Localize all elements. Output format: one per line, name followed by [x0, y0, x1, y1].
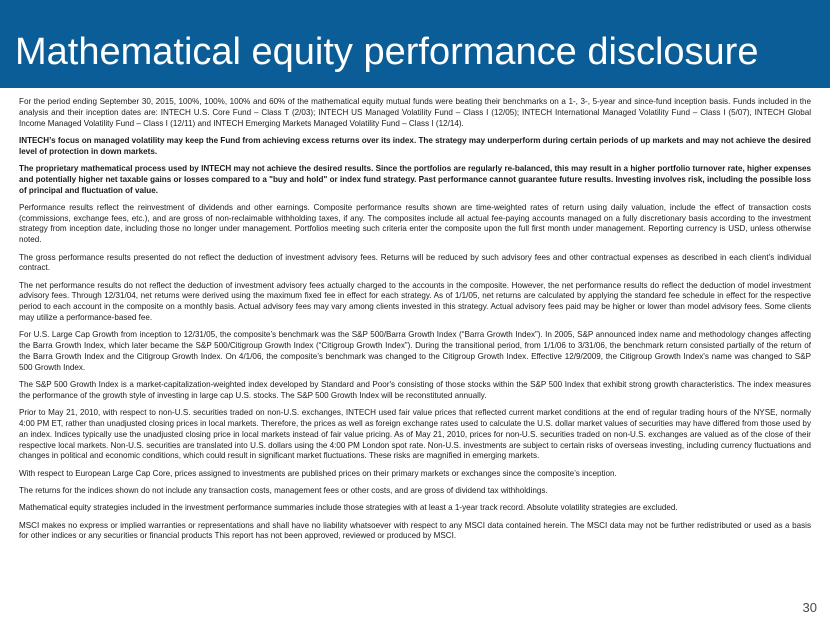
- page-title: Mathematical equity performance disclosure: [15, 31, 759, 73]
- page-number: 30: [802, 600, 817, 615]
- paragraph-msci-disclaimer: MSCI makes no express or implied warranties or representations and shall have no liability whatsoever with respect to any MSCI data contained herein. The MSCI data may not be further redistributed or used as a basis for other indices or any securities or financial products This report has not been approved, reviewed or produced by MSCI.: [19, 520, 811, 541]
- paragraph-gross-performance: The gross performance results presented do not reflect the deduction of investment advisory fees. Returns will be reduced by such advisory fees and other contractual expenses as described in each client’s individual contract.: [19, 252, 811, 273]
- paragraph-net-performance: The net performance results do not reflect the deduction of investment advisory fees actually charged to the accounts in the composite. However, the net performance results do reflect the deduction of model investment advisory fees. Through 12/31/04, net returns were derived using the maximum fixed fee in effect for each strategy. As of 1/1/05, net returns are calculated by applying the standard fee schedule in effect for the respective period to each account in the composite on a monthly basis. Actual advisory fees may vary among clients invested in this strategy. Actual advisory fees paid may be higher or lower than model advisory fees. Some clients may utilize a performance-based fee.: [19, 280, 811, 323]
- paragraph-process-risk: The proprietary mathematical process used by INTECH may not achieve the desired results. Since the portfolios are regularly re-balanced, this may result in a higher portfolio turnover rate, higher expenses and potentially higher net taxable gains or losses compared to a "buy and hold" or index fund strategy. Past performance cannot guarantee future results. Investing involves risk, including the possible loss of principal and fluctuation of value.: [19, 163, 811, 195]
- paragraph-strategies-included: Mathematical equity strategies included in the investment performance summaries include those strategies with at least a 1-year track record. Absolute volatility strategies are excluded.: [19, 503, 678, 513]
- paragraph-performance-results: Performance results reflect the reinvestment of dividends and other earnings. Composite performance results shown are time-weighted rates of return using daily valuation, include the effect of transaction costs (commissions, exchange fees, etc.), and are gross of non-reclaimable withholding taxes, if any. The composites include all actual fee-paying accounts managed on a fully discretionary basis according to the investment strategy from inception date, including those no longer under management. Portfolios meeting such criteria enter the composite upon the full first month under management. Reporting currency is USD, unless otherwise noted.: [19, 202, 811, 245]
- paragraph-fund-performance: For the period ending September 30, 2015, 100%, 100%, 100% and 60% of the mathematical equity mutual funds were beating their benchmarks on a 1-, 3-, 5-year and since-fund inception basis. Funds included in the analysis and their inception dates are: INTECH U.S. Core Fund – Class T (2/03); INTECH US Managed Volatility Fund – Class I (12/05); INTECH International Managed Volatility Fund – Class I (5/07), INTECH Global Income Managed Volatility Fund – Class I (12/11) and INTECH Emerging Markets Managed Volatility Fund – Class I (12/14).: [19, 97, 811, 128]
- title-bar: [0, 0, 830, 88]
- disclosure-body: [19, 97, 811, 549]
- paragraph-benchmark-history: For U.S. Large Cap Growth from inception to 12/31/05, the composite’s benchmark was the S&P 500/Barra Growth Index (“Barra Growth Index”). In 2005, S&P announced index name and methodology changes affecting the Barra Growth Index, which later became the S&P 500/Citigroup Growth Index (“Citigroup Growth Index”). During the transitional period, from 1/1/06 to 3/31/06, the benchmark return consisted partially of the return of the Barra Growth Index and the Citigroup Growth Index. On 4/1/06, the composite’s benchmark was changed to the Citigroup Growth Index. Effective 12/9/2009, the Citigroup Growth Index's name was changed to S&P 500 Growth Index.: [19, 330, 811, 372]
- paragraph-european-large-cap: With respect to European Large Cap Core, prices assigned to investments are published prices on their primary markets or exchanges since the composite’s inception.: [19, 468, 617, 478]
- paragraph-managed-volatility-risk: INTECH’s focus on managed volatility may keep the Fund from achieving excess returns over its index. The strategy may underperform during certain periods of up markets and may not achieve the desired level of protection in down markets.: [19, 135, 811, 156]
- paragraph-sp500-growth-index: The S&P 500 Growth Index is a market-capitalization-weighted index developed by Standard and Poor's consisting of those stocks within the S&P 500 Index that exhibit strong growth characteristics. The index measures the performance of the growth style of investing in large cap U.S. stocks. The S&P 500 Growth Index will be reconstituted annually.: [19, 380, 811, 400]
- paragraph-index-returns: The returns for the indices shown do not include any transaction costs, management fees or other costs, and are gross of dividend tax withholdings.: [19, 485, 548, 495]
- paragraph-fair-value-pricing: Prior to May 21, 2010, with respect to non-U.S. securities traded on non-U.S. exchanges, INTECH used fair value prices that reflected current market conditions at the end of regular trading hours of the NYSE, normally 4:00 PM ET, rather than unadjusted closing prices in local markets. Therefore, the prices as well as foreign exchange rates used to calculate the U.S. dollar market values of securities may have differed from those used by an index. Indices typically use the unadjusted closing price in local markets instead of fair value pricing. As of May 21, 2010, prices for non-U.S. securities traded on non-U.S. exchanges are valued as of the close of their respective local markets. Non-U.S. securities are translated into U.S. dollars using the 4:00 PM London spot rate. Non-U.S. investments are subject to certain risks of overseas investing, including currency fluctuations and changes in political and economic conditions, which could result in significant market fluctuations. These risks are magnified in emerging markets.: [19, 408, 811, 461]
